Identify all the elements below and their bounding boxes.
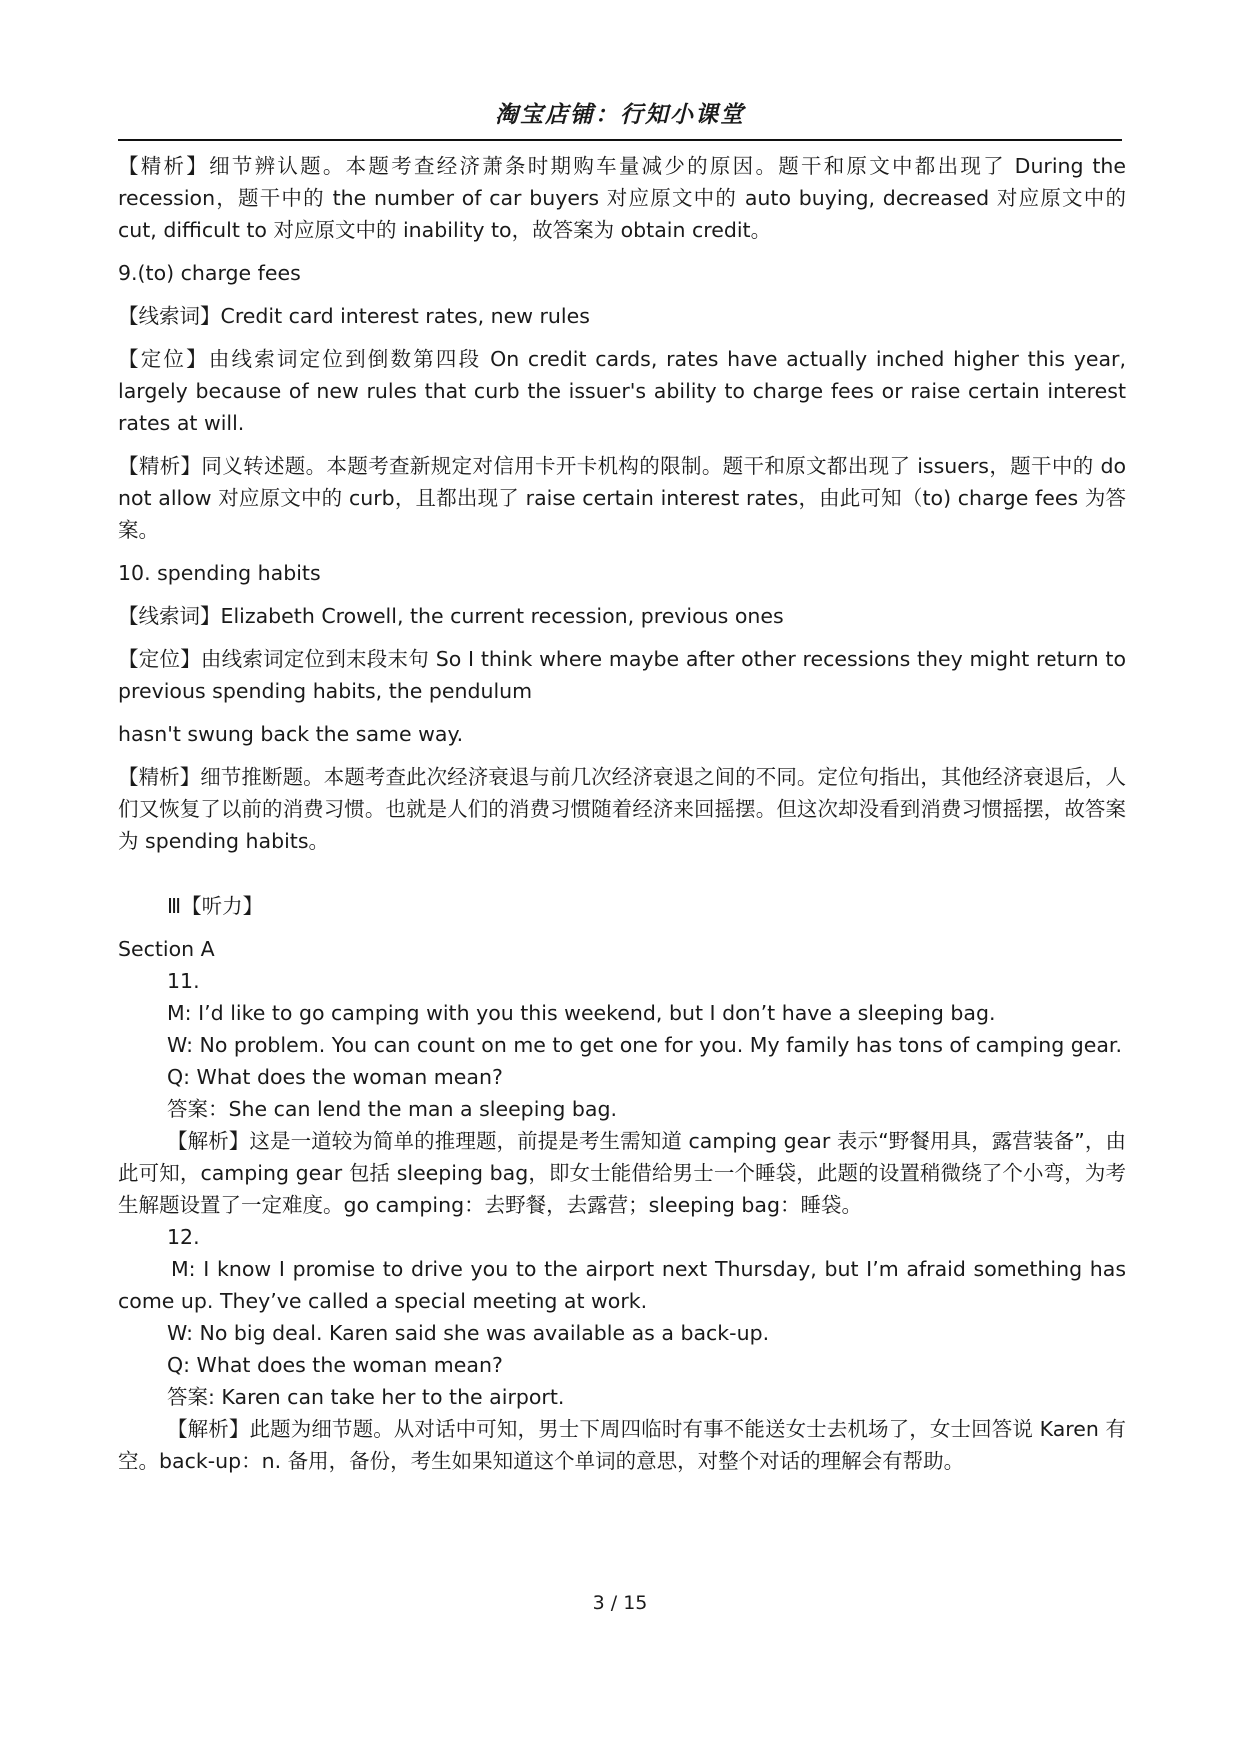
question-11-answer: 答案：She can lend the man a sleeping bag. <box>167 1097 618 1121</box>
analysis-10: 【精析】细节推断题。本题考查此次经济衰退与前几次经济衰退之间的不同。定位句指出，其他经济衰退后，人们又恢复了以前的消费习惯。也就是人们的消费习惯随着经济来回摇摆。但这次却没看到消费习惯摇摆，故答案为 spending habits。 <box>118 765 1126 853</box>
analysis-9: 【精析】同义转述题。本题考查新规定对信用卡开卡机构的限制。题干和原文都出现了 issuers，题干中的 do not allow 对应原文中的 curb，且都出现了 raise certain interest rates，由此可知（to) charge fees 为答案。 <box>118 454 1126 542</box>
question-11-question: Q: What does the woman mean? <box>167 1065 503 1089</box>
question-11-number: 11. <box>167 969 200 993</box>
question-12-man: M: I know I promise to drive you to the airport next Thursday, but I’m afraid something has come up. They’ve called a special meeting at work. <box>118 1257 1126 1313</box>
page-content <box>118 150 1126 1477</box>
question-12-number: 12. <box>167 1225 200 1249</box>
answer-9: 9.(to) charge fees <box>118 261 301 285</box>
question-11-man: M: I’d like to go camping with you this weekend, but I don’t have a sleeping bag. <box>167 1001 996 1025</box>
page-header: 淘宝店铺：行知小课堂 <box>495 102 745 128</box>
paragraph-analysis-8: 【精析】细节辨认题。本题考查经济萧条时期购车量减少的原因。题干和原文中都出现了 During the recession，题干中的 the number of car buyers 对应原文中的 auto buying, decreased 对应原文中的 cut, difficult to 对应原文中的 inability to，故答案为 obtain credit。 <box>118 154 1126 242</box>
question-11-analysis: 【解析】这是一道较为简单的推理题，前提是考生需知道 camping gear 表示“野餐用具，露营装备”，由此可知，camping gear 包括 sleeping bag，即女士能借给男士一个睡袋，此题的设置稍微绕了个小弯，为考生解题设置了一定难度。go camping：去野餐，去露营；sleeping bag：睡袋。 <box>118 1129 1126 1217</box>
question-11-woman: W: No problem. You can count on me to get one for you. My family has tons of camping gear. <box>167 1033 1122 1057</box>
answer-10: 10. spending habits <box>118 561 321 585</box>
clue-words-9: 【线索词】Credit card interest rates, new rules <box>118 304 590 328</box>
question-12-question: Q: What does the woman mean? <box>167 1353 503 1377</box>
locate-10: 【定位】由线索词定位到末段末句 So I think where maybe after other recessions they might return to previous spending habits, the pendulum <box>118 647 1126 703</box>
locate-10-continued: hasn't swung back the same way. <box>118 722 464 746</box>
question-12-answer: 答案: Karen can take her to the airport. <box>167 1385 565 1409</box>
question-12-woman: W: No big deal. Karen said she was available as a back-up. <box>167 1321 770 1345</box>
clue-words-10: 【线索词】Elizabeth Crowell, the current recession, previous ones <box>118 604 784 628</box>
listening-heading: Ⅲ【听力】 <box>167 894 264 918</box>
header-rule <box>118 139 1122 141</box>
locate-9: 【定位】由线索词定位到倒数第四段 On credit cards, rates have actually inched higher this year, largely because of new rules that curb the issuer's ability to charge fees or raise certain interest rates at will. <box>118 347 1126 435</box>
question-12-analysis: 【解析】此题为细节题。从对话中可知，男士下周四临时有事不能送女士去机场了，女士回答说 Karen 有空。back-up：n. 备用，备份，考生如果知道这个单词的意思，对整个对话的理解会有帮助。 <box>118 1417 1126 1473</box>
page-number: 3 / 15 <box>592 1592 648 1614</box>
section-gap <box>118 868 1126 890</box>
section-a-label: Section A <box>118 937 215 961</box>
